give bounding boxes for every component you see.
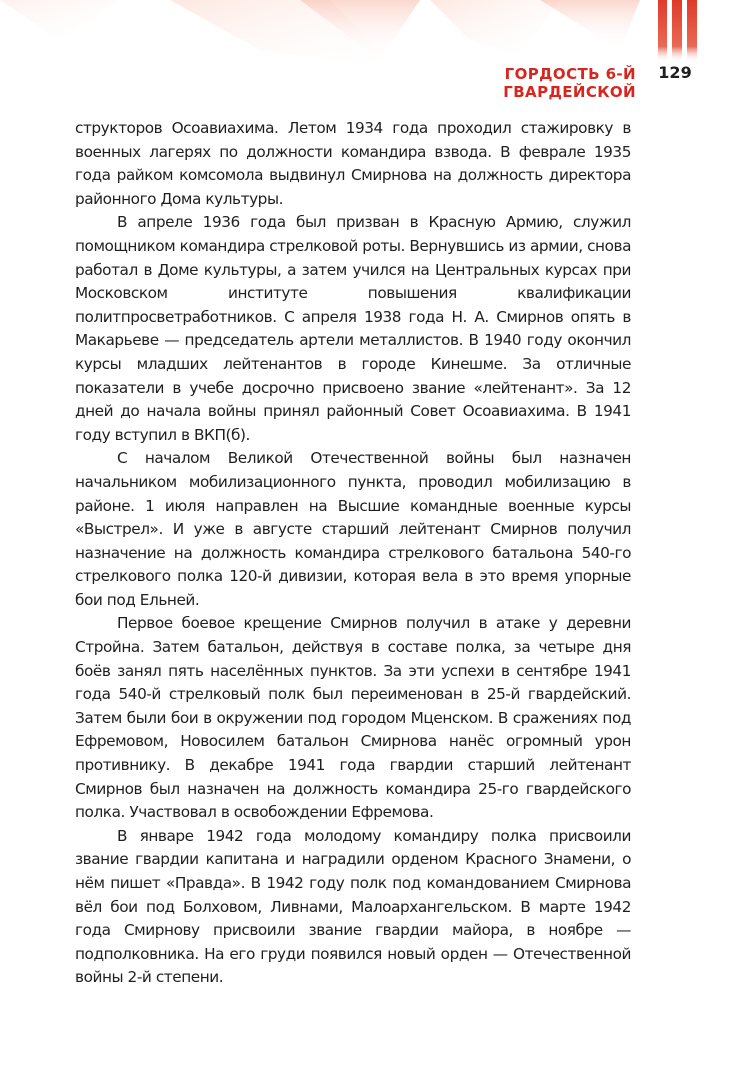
header-stripe <box>658 0 667 62</box>
page-body <box>75 117 631 990</box>
paragraph: структоров Осоавиахима. Летом 1934 года проходил стажировку в военных лагерях по должности командира взвода. В феврале 1935 года райком комсомола выдвинул Смирнова на должность директора районного Дома культуры. <box>75 119 631 208</box>
running-header-title: ГОРДОСТЬ 6-Й ГВАРДЕЙСКОЙ <box>503 65 636 101</box>
paragraph: Первое боевое крещение Смирнов получил в атаке у деревни Стройна. Затем батальон, действуя в составе полка, за четыре дня боёв занял пять населённых пунктов. За эти успехи в сентябре 1941 года 540-й стрелковый полк был переименован в 25-й гвардейский. Затем были бои в окружении под городом Мценском. В сражениях под Ефремовом, Новосилем батальон Смирнова нанёс огромный урон противнику. В декабре 1941 года гвардии старший лейтенант Смирнов был назначен на должность командира 25-го гвардейского полка. Участвовал в освобождении Ефремова. <box>75 614 631 822</box>
header-stripe <box>687 0 697 62</box>
paragraph: В январе 1942 года молодому командиру полка присвоили звание гвардии капитана и наградили орденом Красного Знамени, о нём пишет «Правда». В 1942 году полк под командованием Смирнова вёл бои под Болховом, Ливнами, Малоархангельском. В марте 1942 года Смирнову присвоили звание гвардии майора, в ноябре — подполковника. На его груди появился новый орден — Отечественной войны 2-й степени. <box>75 826 631 987</box>
paragraph: В апреле 1936 года был призван в Красную Армию, служил помощником командира стрелковой роты. Вернувшись из армии, снова работал в Доме культуры, а затем учился на Центральных курсах при Московском институте повышения квалификации политпросветработников. С апреля 1938 года Н. А. Смирнов опять в Макарьеве — председатель артели металлистов. В 1940 году окончил курсы младших лейтенантов в городе Кинешме. За отличные показатели в учебе досрочно присвоено звание «лейтенант». За 12 дней до начала войны принял районный Совет Осоавиахима. В 1941 году вступил в ВКП(б). <box>75 213 631 444</box>
paragraph: С началом Великой Отечественной войны был назначен начальником мобилизационного пункта, проводил мобилизацию в районе. 1 июля направлен на Высшие командные военные курсы «Выстрел». И уже в августе старший лейтенант Смирнов получил назначение на должность командира стрелкового батальона 540-го стрелкового полка 120-й дивизии, которая вела в это время упорные бои под Ельней. <box>75 449 631 609</box>
page-number: 129 <box>658 63 692 82</box>
header-stripe <box>672 0 682 62</box>
